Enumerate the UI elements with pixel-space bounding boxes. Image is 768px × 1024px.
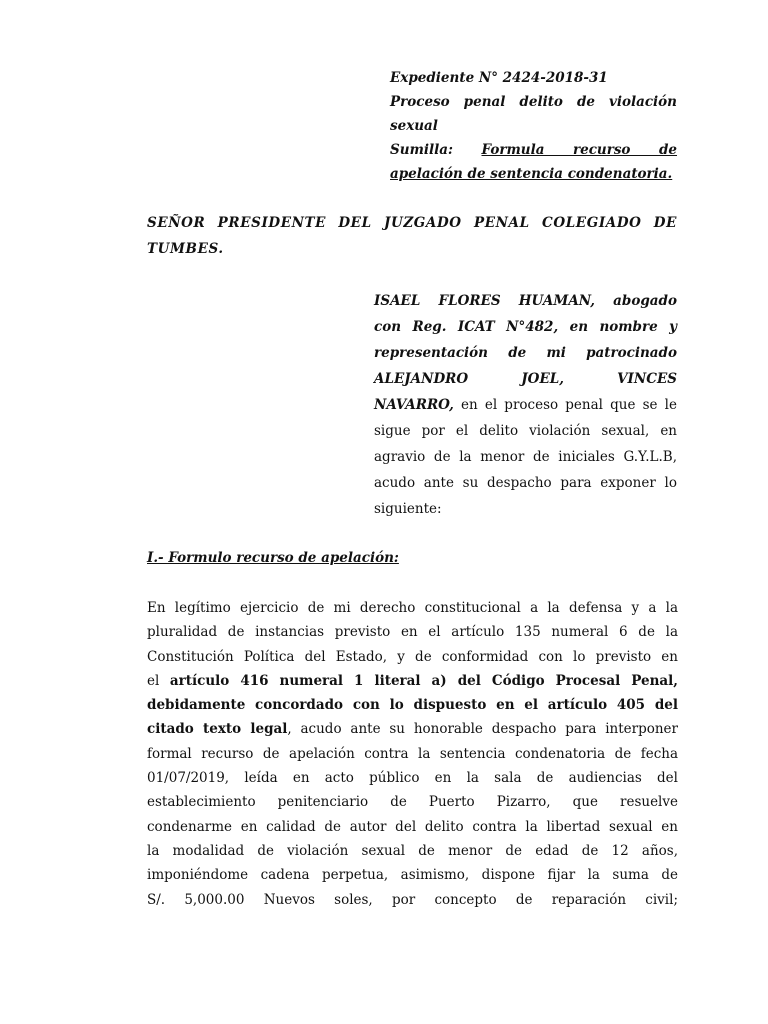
client-surname: NAVARRO, — [374, 397, 454, 413]
body-line-9: establecimiento penitenciario de Puerto Pizarro, que resuelve — [147, 794, 678, 811]
petitioner-line5 — [374, 392, 677, 418]
petitioner-line1 — [374, 288, 677, 314]
body-paragraph — [147, 596, 678, 912]
case-number: Expediente N° 2424-2018-31 — [390, 70, 608, 86]
petitioner-line6: sigue por el delito violación sexual, en — [374, 423, 677, 439]
body-line-2: pluralidad de instancias previsto en el artículo 135 numeral 6 de la — [147, 624, 678, 641]
petitioner-line9: siguiente: — [374, 501, 442, 517]
addressee-line2: TUMBES. — [147, 241, 224, 257]
petitioner-line4: ALEJANDRO JOEL, VINCES — [374, 371, 677, 387]
body-line-11: la modalidad de violación sexual de menor de edad de 12 años, — [147, 842, 678, 859]
case-process-line2: sexual — [390, 118, 438, 134]
body-line-6-bold: citado texto legal — [147, 721, 288, 738]
addressee-line1: SEÑOR PRESIDENTE DEL JUZGADO PENAL COLEGIADO DE — [147, 215, 677, 231]
petitioner-block — [374, 288, 677, 522]
body-line-13: S/. 5,000.00 Nuevos soles, por concepto de reparación civil; — [147, 891, 678, 908]
body-line-10: condenarme en calidad de autor del delito contra la libertad sexual en — [147, 818, 678, 835]
body-line-8: 01/07/2019, leída en acto público en la sala de audiencias del — [147, 770, 678, 787]
attorney-role: abogado — [594, 293, 677, 309]
summary-text-1: Formula recurso de — [481, 142, 678, 158]
body-line-4-bold: artículo 416 numeral 1 literal a) del Código Procesal Penal, — [169, 672, 678, 689]
summary-text-2: apelación de sentencia condenatoria. — [390, 166, 673, 182]
case-header — [390, 66, 677, 186]
petitioner-line2: con Reg. ICAT N°482, en nombre y — [374, 319, 677, 335]
body-line-12: imponiéndome cadena perpetua, asimismo, dispone fijar la suma de — [147, 867, 678, 884]
petitioner-line8: acudo ante su despacho para exponer lo — [374, 475, 677, 491]
section-heading: I.- Formulo recurso de apelación: — [147, 550, 399, 566]
attorney-name: ISAEL FLORES HUAMAN, — [374, 293, 595, 309]
petitioner-line3: representación de mi patrocinado — [374, 345, 677, 361]
body-line-1: En legítimo ejercicio de mi derecho constitucional a la defensa y a la — [147, 600, 678, 616]
body-line-4-pre: el — [147, 672, 170, 689]
summary-label: Sumilla: — [390, 142, 453, 158]
addressee-block — [147, 210, 677, 262]
body-line-3: Constitución Política del Estado, y de conformidad con lo previsto en — [147, 648, 678, 665]
body-line-6-rest: , acudo ante su honorable despacho para interponer — [287, 721, 678, 738]
body-line-7: formal recurso de apelación contra la sentencia condenatoria de fecha — [147, 745, 678, 762]
petitioner-line5-rest: en el proceso penal que se le — [453, 397, 677, 413]
case-process-line1: Proceso penal delito de violación — [390, 94, 677, 110]
body-line-6 — [147, 717, 678, 741]
body-line-4 — [147, 669, 678, 693]
summary-line1 — [390, 138, 677, 162]
petitioner-line7: agravio de la menor de iniciales G.Y.L.B, — [374, 449, 677, 465]
body-line-5: debidamente concordado con lo dispuesto en el artículo 405 del — [147, 697, 678, 714]
